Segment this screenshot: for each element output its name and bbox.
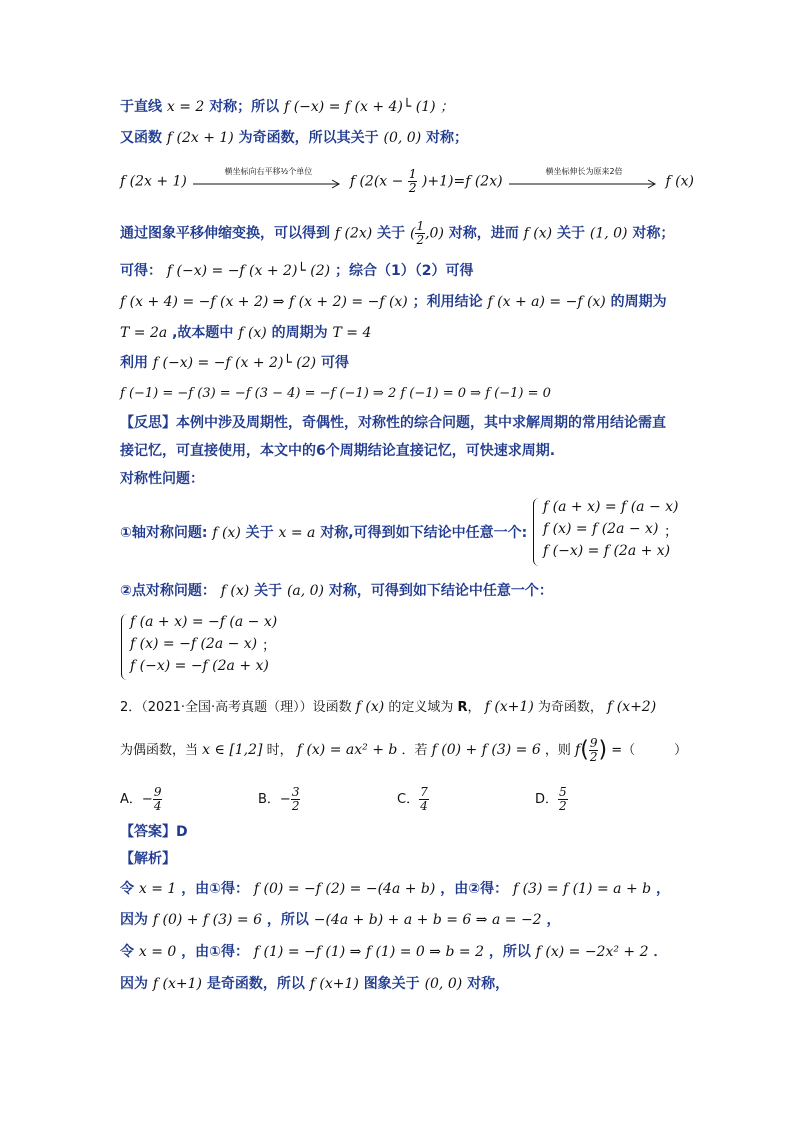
text-line-4 <box>120 220 674 247</box>
text: 可得： <box>120 263 162 279</box>
question-2-line-2: 为偶函数，当 x ∈ [1,2] 时， f (x) = ax² + b ．若 f (0) + f (3) = 6 ，则 f( $\frac{9}{2}$ ) =（ ） <box>120 736 688 764</box>
math: f (0) + f (3) = 6 <box>431 742 541 758</box>
analysis-label: 【解析】 <box>120 851 176 867</box>
text: ，所以 <box>488 944 531 960</box>
text: 是奇函数，所以 <box>206 976 305 992</box>
fraction: $\frac{9}{2}$ <box>589 736 598 764</box>
option-d[interactable]: D． $\frac{5}{2}$ <box>535 785 567 813</box>
text: ，所以 <box>266 912 309 928</box>
math: T = 4 <box>332 325 372 341</box>
math: f (x) <box>212 525 241 541</box>
math: (a, 0) <box>286 583 325 599</box>
math: f (1) = −f (1) ⇒ f (1) = 0 ⇒ b = 2 <box>253 944 484 960</box>
math: ( <box>409 225 416 242</box>
math: f <box>575 742 581 758</box>
text: ；综合（1）（2）可得 <box>335 263 474 279</box>
math: f (x + a) = −f (x) <box>487 294 606 310</box>
text-line-8 <box>120 353 349 373</box>
text-line-7 <box>120 323 371 343</box>
math: f (−x) = −f (x + 2)└ (2) <box>166 263 331 279</box>
math: T = 2a <box>120 325 168 341</box>
math: R <box>457 700 468 715</box>
text: 的定义域为 <box>388 700 454 715</box>
solution-line-3 <box>120 942 667 962</box>
equation: f (x) = f (2a − x) <box>543 521 659 537</box>
text-line-5 <box>120 261 473 281</box>
math: (1, 0) <box>589 225 628 242</box>
text: 为偶函数，当 <box>120 743 199 758</box>
text: ， <box>467 700 481 715</box>
math: f (x) <box>220 583 250 599</box>
fraction: $\frac{5}{2}$ <box>559 785 567 813</box>
option-b[interactable]: B．− $\frac{3}{2}$ <box>258 785 300 813</box>
brace-icon <box>121 614 128 680</box>
math: f (x) <box>665 173 694 190</box>
equation: f (x) = −f (2a − x) <box>130 636 258 652</box>
arrow-1 <box>193 166 343 188</box>
solution-line-2 <box>120 910 560 930</box>
text: 对称， <box>467 976 510 992</box>
text-line-9 <box>120 383 551 404</box>
math: f (2x) <box>334 225 373 242</box>
math: (0, 0) <box>383 130 422 146</box>
text: ， <box>546 912 561 928</box>
text: ，则 <box>544 743 571 758</box>
text: 利用 <box>120 355 148 371</box>
math: f (x+1) <box>484 699 534 715</box>
math: f (x + 4) = −f (x + 2) ⇒ f (x + 2) = −f (x) <box>120 294 408 310</box>
text: 为奇函数， <box>537 700 603 715</box>
equation-system-point <box>130 611 277 677</box>
equation: f (−x) = −f (2a + x) <box>130 658 269 674</box>
math: f (x) = ax² + b <box>296 742 398 758</box>
option-a[interactable]: A．− $\frac{9}{4}$ <box>120 785 162 813</box>
text-line-2 <box>120 128 468 148</box>
math: f (−x) = −f (x + 2)└ (2) <box>152 355 317 371</box>
text: ，由①得： <box>181 881 250 897</box>
math: f (0) = −f (2) = −(4a + b) <box>253 881 436 897</box>
text: ①轴对称问题: <box>120 525 208 541</box>
text: 对称； <box>632 225 675 242</box>
math: (0, 0) <box>424 976 463 992</box>
text: 对称，可得到如下结论中任意一个： <box>328 583 553 599</box>
text: 对称，进而 <box>448 225 519 242</box>
text: 对称； <box>426 130 469 146</box>
equation: f (a + x) = f (a − x) <box>543 499 679 515</box>
math: f (0) + f (3) = 6 <box>152 912 262 928</box>
answer-label: 【答案】D <box>120 824 188 840</box>
math: f (x) <box>523 225 553 242</box>
fraction: $\frac{1}{2}$ <box>416 219 425 247</box>
math: −(4a + b) + a + b = 6 ⇒ a = −2 <box>313 912 542 928</box>
text: ．若 <box>401 743 428 758</box>
text: 对称；所以 <box>209 99 280 115</box>
text: ,故本题中 <box>172 325 234 341</box>
symmetry-heading: 对称性问题： <box>120 471 204 487</box>
text: 令 <box>120 944 134 960</box>
math: x = 1 <box>138 881 177 897</box>
brace-icon <box>533 498 540 566</box>
equation-system-axis <box>543 496 679 562</box>
point-symmetry-line <box>120 581 553 601</box>
text: 为奇函数，所以其关于 <box>238 130 379 146</box>
text: =（ ） <box>611 743 688 758</box>
arrow-label: 横坐标伸长为原来2倍 <box>545 166 623 176</box>
math: f (x) <box>355 699 385 715</box>
math: ,0) <box>425 225 444 242</box>
option-c[interactable]: C． $\frac{7}{4}$ <box>397 785 428 813</box>
transform-line <box>120 168 694 195</box>
axis-symmetry-line <box>120 523 527 543</box>
text: 通过图象平移伸缩变换，可以得到 <box>120 225 330 242</box>
text: 令 <box>120 881 134 897</box>
math: f (x+2) <box>607 699 657 715</box>
text: ，由②得： <box>440 881 509 897</box>
math: f (x+1) <box>309 976 359 992</box>
text: 对称,可得到如下结论中任意一个: <box>320 525 528 541</box>
math: f (2(x − <box>349 173 404 190</box>
arrow-2 <box>509 166 659 188</box>
solution-line-4 <box>120 974 509 994</box>
text-line-6 <box>120 292 667 312</box>
question-2-line-1 <box>120 697 656 718</box>
text: ，由①得： <box>181 944 250 960</box>
punctuation: ； <box>262 638 276 654</box>
text: ；利用结论 <box>412 294 483 310</box>
equation: f (−x) = f (2a + x) <box>543 543 671 559</box>
text: ． <box>653 944 668 960</box>
reflection-line-2: 接记忆，可直接使用，本文中的6个周期结论直接记忆，可快速求周期. <box>120 443 556 459</box>
text: 于直线 <box>120 99 162 115</box>
math: f (2x + 1) <box>166 130 234 146</box>
math: f (x+1) <box>152 976 202 992</box>
text: 因为 <box>120 976 148 992</box>
text: 的周期为 <box>610 294 667 310</box>
text: 又函数 <box>120 130 162 146</box>
math: x = 0 <box>138 944 177 960</box>
arrow-label: 横坐标向右平移½个单位 <box>224 166 313 176</box>
fraction: $\frac{9}{4}$ <box>153 785 162 813</box>
math: f (−1) = −f (3) = −f (3 − 4) = −f (−1) ⇒ 2 f (−1) = 0 ⇒ f (−1) = 0 <box>120 386 551 401</box>
text: 关于 <box>254 583 283 599</box>
text: 2．（2021·全国·高考真题（理））设函数 <box>120 700 352 715</box>
text: 的周期为 <box>271 325 328 341</box>
text: 关于 <box>557 225 585 242</box>
math: x ∈ [1,2] <box>202 742 263 758</box>
math: f (2x + 1) <box>120 173 187 190</box>
equation: f (a + x) = −f (a − x) <box>130 614 278 630</box>
math: f (x) <box>238 325 267 341</box>
text: ， <box>655 881 670 897</box>
text: 关于 <box>377 225 406 242</box>
reflection-line-1: 【反思】本例中涉及周期性，奇偶性，对称性的综合问题，其中求解周期的常用结论需直 <box>120 415 666 431</box>
fraction: $\frac{1}{2}$ <box>408 167 417 195</box>
solution-line-1 <box>120 879 670 899</box>
fraction: $\frac{3}{2}$ <box>291 785 300 813</box>
math: x = a <box>278 525 316 541</box>
text: 时， <box>266 743 293 758</box>
text: 因为 <box>120 912 148 928</box>
text: 关于 <box>245 525 274 541</box>
text: 图象关于 <box>363 976 420 992</box>
text: ②点对称问题： <box>120 583 216 599</box>
text-line-1 <box>120 97 454 117</box>
math: f (x) = −2x² + 2 <box>535 944 649 960</box>
fraction: $\frac{7}{4}$ <box>420 785 428 813</box>
math: x = 2 <box>166 99 205 115</box>
math: )+1)=f (2x) <box>421 173 503 190</box>
math: f (3) = f (1) = a + b <box>512 881 652 897</box>
text: 可得 <box>321 355 349 371</box>
math: f (−x) = f (x + 4)└ (1) ； <box>284 99 455 115</box>
punctuation: ； <box>664 524 678 540</box>
